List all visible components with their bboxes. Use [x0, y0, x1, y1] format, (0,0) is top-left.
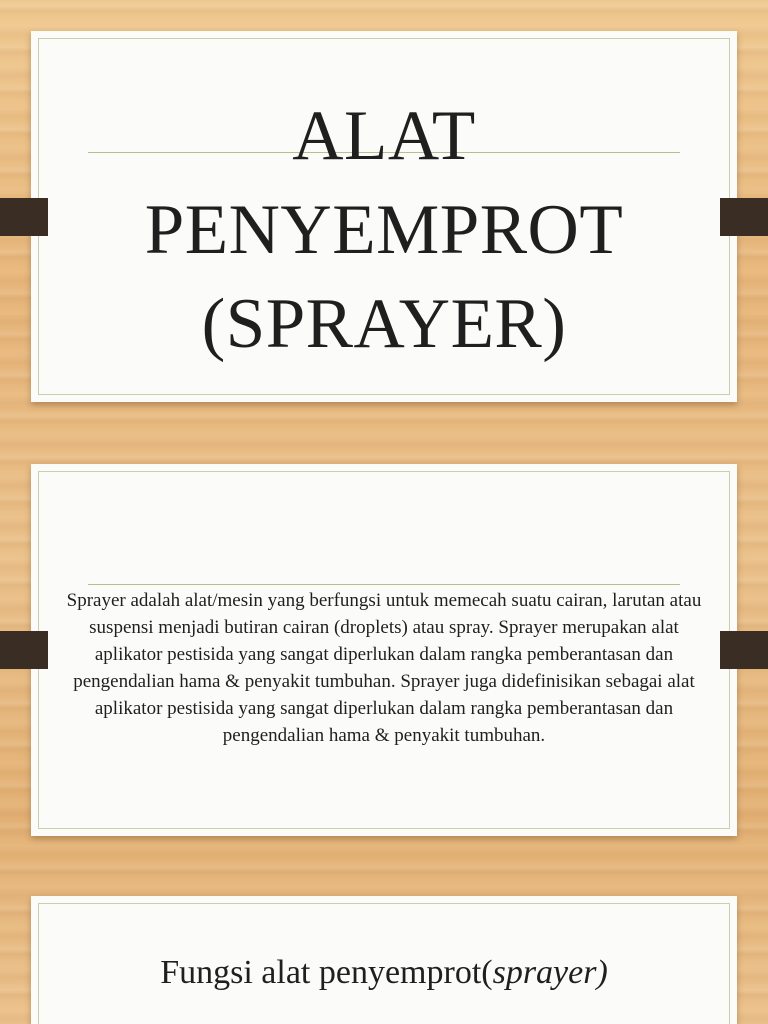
definition-paragraph: Sprayer adalah alat/mesin yang berfungsi untuk memecah suatu cairan, larutan atau suspensi menjadi butiran cairan (droplets) atau spray. Sprayer merupakan alat aplikator pestisida yang sangat diperlukan dalam rangka pemberantasan dan pengendalian hama & penyakit tumbuhan. Sprayer juga didefinisikan sebagai alat aplikator pestisida yang sangat diperlukan dalam rangka pemberantasan dan pengendalian hama & penyakit tumbuhan. — [66, 590, 702, 746]
heading-italic-text: sprayer) — [492, 954, 608, 991]
binder-clip-left — [0, 198, 48, 236]
title-line: ALAT — [292, 97, 476, 175]
binder-clip-right — [720, 631, 768, 669]
slide-definition-card — [31, 464, 737, 836]
heading-text: Fungsi alat penyemprot( — [160, 954, 493, 991]
slide-function-card — [31, 896, 737, 1024]
decorative-rule — [88, 584, 680, 585]
title-line: (SPRAYER) — [201, 285, 567, 363]
binder-clip-right — [720, 198, 768, 236]
title-line: PENYEMPROT — [144, 191, 624, 269]
binder-clip-left — [0, 631, 48, 669]
slide-heading — [31, 951, 737, 995]
slide-title-card — [31, 31, 737, 402]
slide-title — [31, 89, 737, 371]
